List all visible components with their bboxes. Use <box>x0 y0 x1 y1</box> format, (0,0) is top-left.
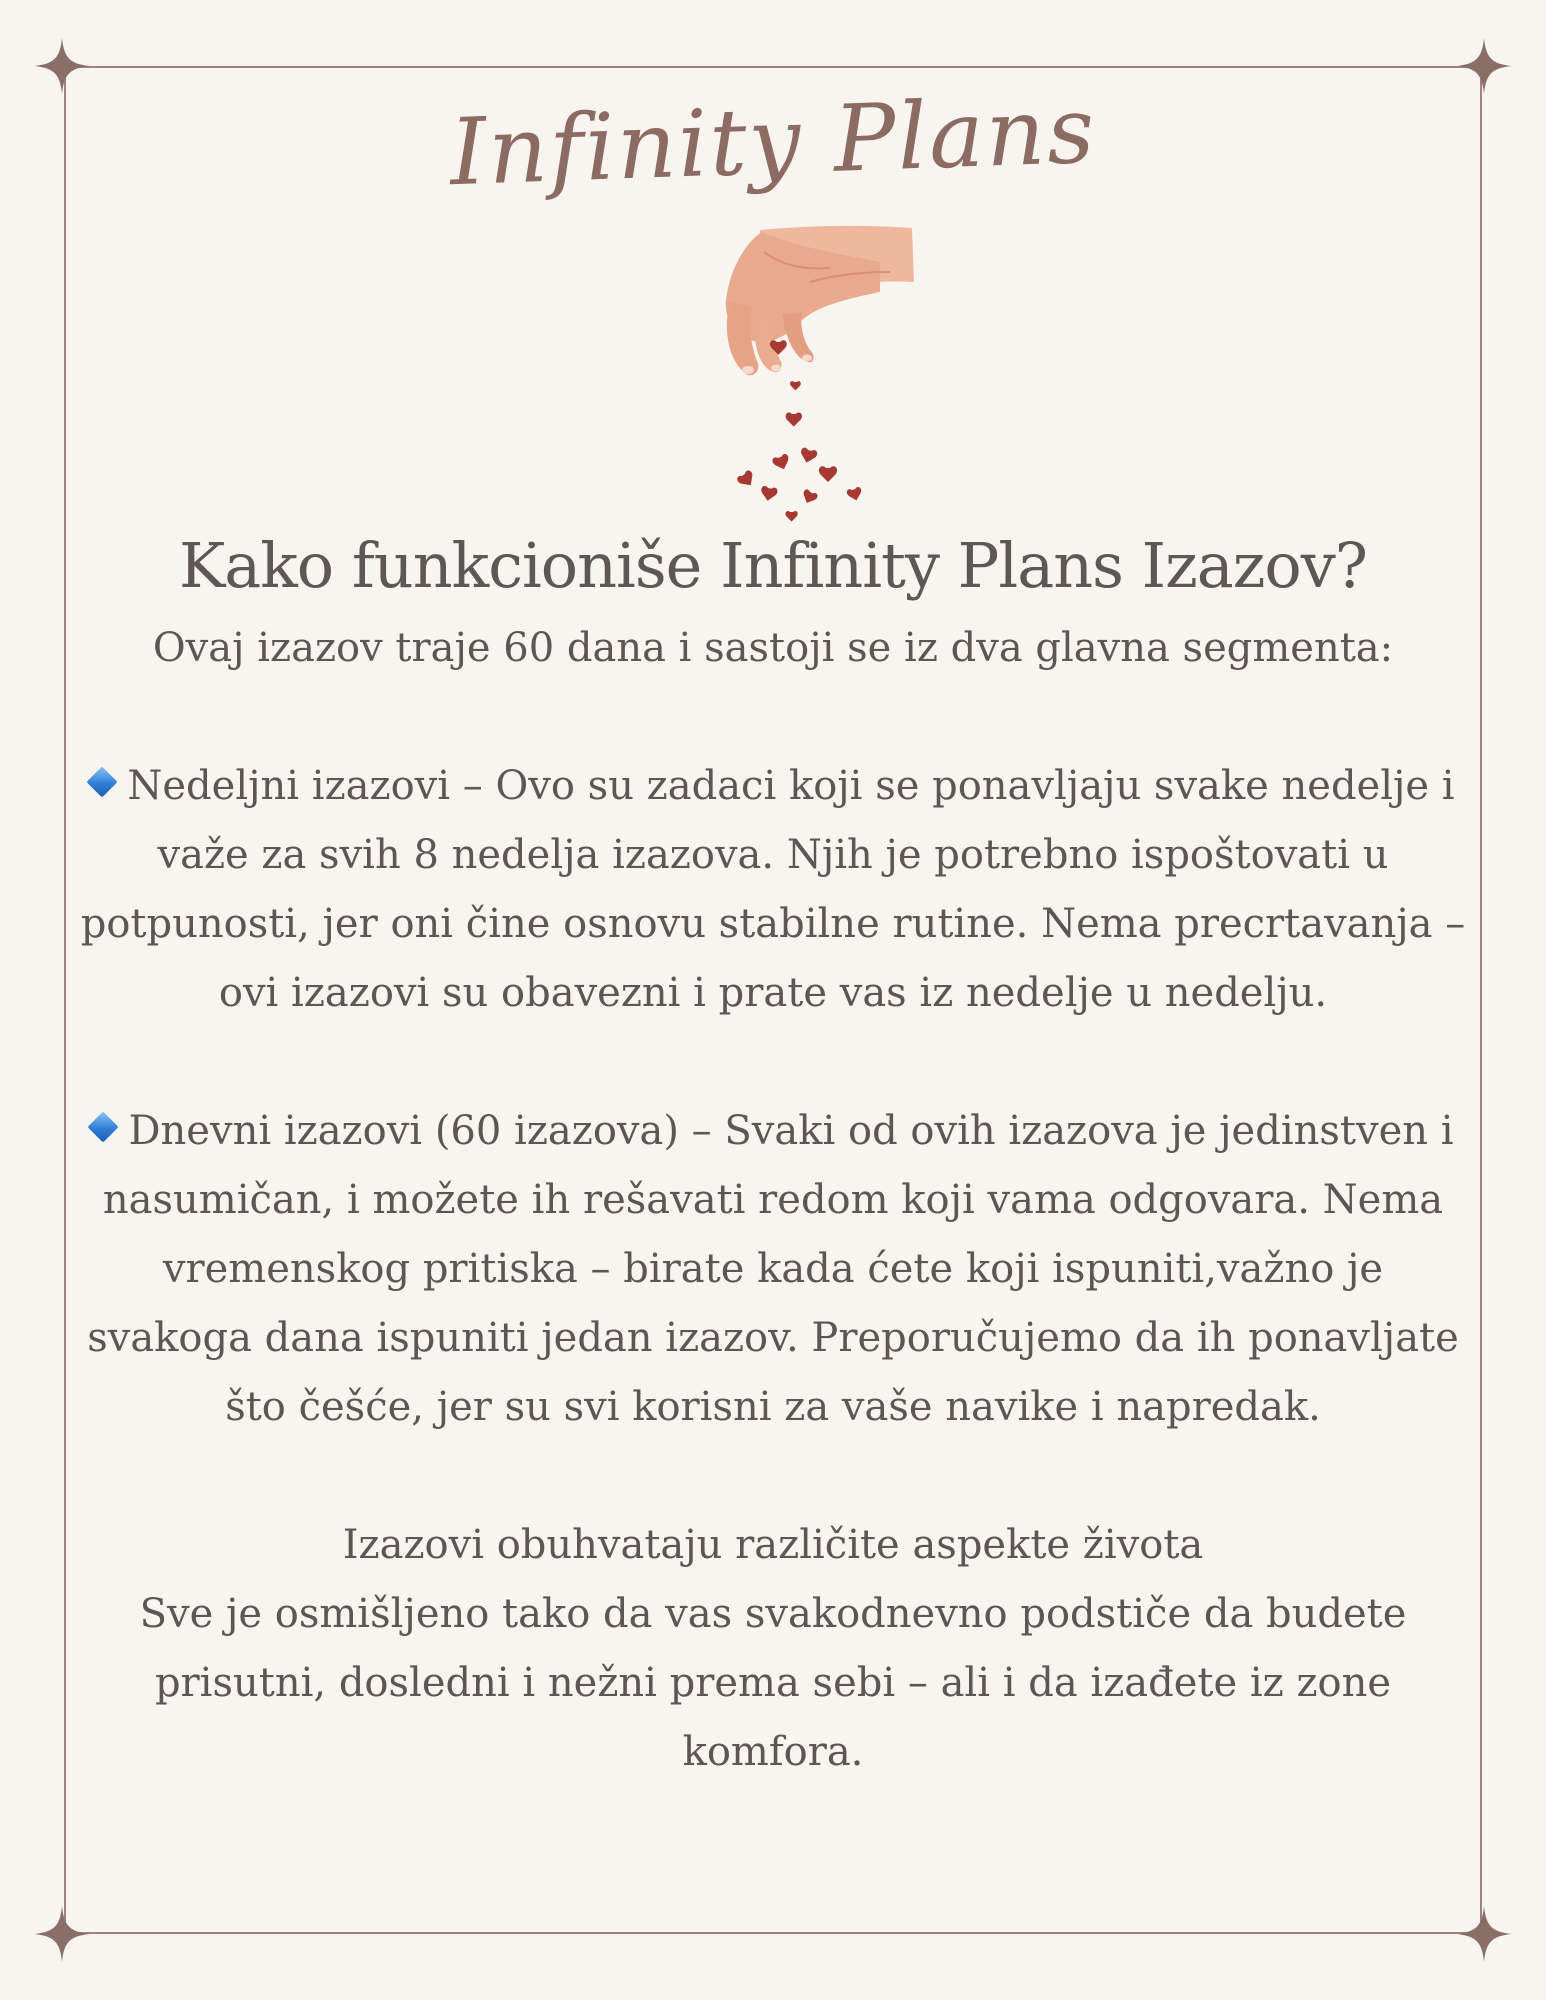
closing-line-2: Sve je osmišljeno tako da vas svakodnevno podstiče da budete prisutni, dosledni i nežni prema sebi – ali i da izađete iz zone komfora. <box>139 1591 1407 1775</box>
daily-challenges-paragraph <box>80 1097 1466 1442</box>
content-body <box>80 614 1466 1787</box>
spacer <box>80 1028 1466 1097</box>
closing-line-1: Izazovi obuhvataju različite aspekte života <box>342 1522 1204 1568</box>
corner-star-icon <box>34 38 90 94</box>
daily-challenges-text: Dnevni izazovi (60 izazova) – Svaki od ovih izazova je jedinstven i nasumičan, i možete ih rešavati redom koji vama odgovara. Nema vremenskog pritiska – birate kada ćete koji ispuniti,važno je svakoga dana ispuniti jedan izazov. Preporučujemo da ih ponavljate što češće, jer su svi korisni za vaše navike i napredak. <box>87 1108 1459 1430</box>
hand-dropping-hearts-icon <box>690 222 930 532</box>
blue-diamond-icon <box>87 766 118 797</box>
corner-star-icon <box>34 1906 90 1962</box>
blue-diamond-icon <box>88 1111 119 1142</box>
intro-text: Ovaj izazov traje 60 dana i sastoji se iz dva glavna segmenta: <box>152 625 1394 671</box>
weekly-challenges-paragraph <box>80 752 1466 1028</box>
corner-star-icon <box>1456 1906 1512 1962</box>
page-heading: Kako funkcioniše Infinity Plans Izazov? <box>178 529 1368 602</box>
weekly-challenges-text: Nedeljni izazovi – Ovo su zadaci koji se ponavljaju svake nedelje i važe za svih 8 nedelja izazova. Njih je potrebno ispoštovati u potpunosti, jer oni čine osnovu stabilne rutine. Nema precrtavanja – ovi izazovi su obavezni i prate vas iz nedelje u nedelju. <box>80 763 1466 1016</box>
brand-title: Infinity Plans <box>448 76 1098 207</box>
spacer <box>80 1442 1466 1511</box>
spacer <box>80 683 1466 752</box>
